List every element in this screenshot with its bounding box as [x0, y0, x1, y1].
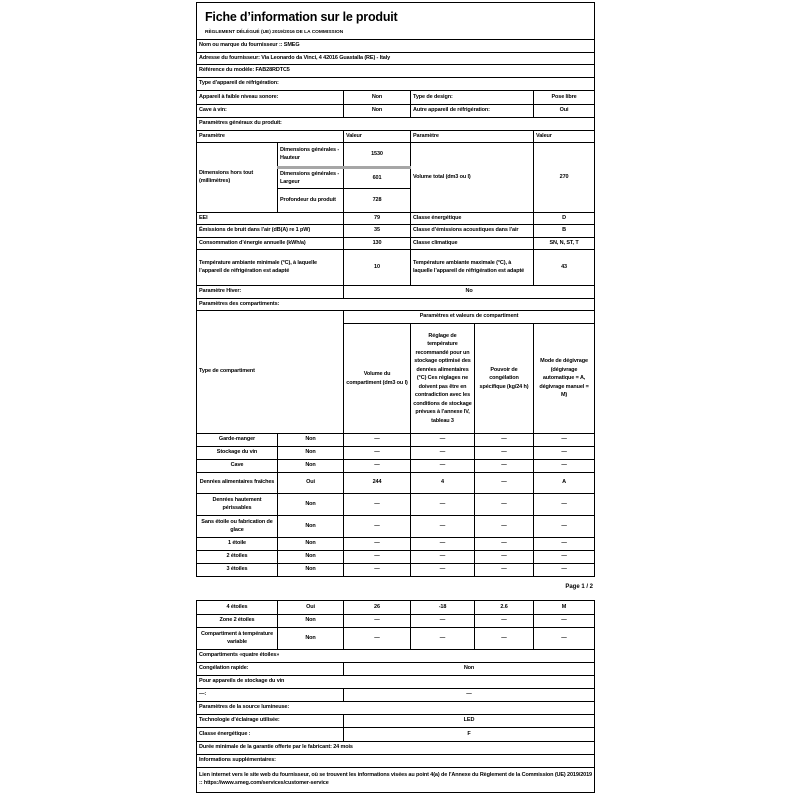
compartment-defrost: —: [534, 516, 595, 538]
compartment-group-header: Paramètres et valeurs de compartiment: [344, 311, 595, 324]
compartment-freeze: —: [475, 538, 534, 551]
param-label: Appareil à faible niveau sonore:: [197, 91, 344, 105]
table-row: [197, 434, 595, 447]
compartment-col-header: Mode de dégivrage (dégivrage automatique = A, dégivrage manuel = M): [534, 324, 595, 434]
compartment-name: 3 étoiles: [197, 564, 278, 577]
compartment-volume: —: [344, 564, 411, 577]
light-tech-label: Technologie d’éclairage utilisée:: [197, 715, 344, 728]
compartment-volume: —: [344, 494, 411, 516]
supplier-address-value: Via Leonardo da Vinci, 4 42016 Guastalla (RE) - Italy: [261, 54, 391, 61]
table-row: [197, 551, 595, 564]
table-row: [197, 473, 595, 494]
light-tech-value: LED: [344, 715, 595, 728]
param-value: Pose libre: [534, 91, 595, 105]
compartment-volume: —: [344, 434, 411, 447]
volume-total-value: 270: [534, 143, 595, 213]
compartment-present: Non: [278, 615, 344, 628]
compartment-name: Garde-manger: [197, 434, 278, 447]
model-reference-value: FAB28RDTC5: [255, 67, 290, 74]
param-label: Température ambiante maximale (°C), à laquelle l’appareil de réfrigération est adapté: [411, 250, 534, 286]
compartment-present: Oui: [278, 473, 344, 494]
wine-param-value: —: [344, 689, 595, 702]
compartment-name: Stockage du vin: [197, 447, 278, 460]
winter-param-value: No: [344, 286, 595, 299]
param-value: D: [534, 213, 595, 225]
supplier-name-row: [197, 40, 595, 53]
model-reference-label: Référence du modèle:: [199, 67, 255, 74]
compartment-freeze: —: [475, 564, 534, 577]
compartment-freeze: —: [475, 447, 534, 460]
compartment-freeze: —: [475, 628, 534, 650]
compartment-temp: —: [411, 516, 475, 538]
compartment-temp: —: [411, 447, 475, 460]
compartment-volume: —: [344, 460, 411, 473]
dimension-sub-label: Dimensions générales - Hauteur: [278, 143, 344, 168]
param-value: SN, N, ST, T: [534, 238, 595, 250]
compartment-freeze: 2.6: [475, 601, 534, 615]
param-label: Émissions de bruit dans l’air (dB(A) re 1 pW): [197, 225, 344, 238]
compartment-name: Denrées hautement périssables: [197, 494, 278, 516]
supplier-link-label: Lien internet vers le site web du fournisseur, où se trouvent les informations visées au point 4(a) de l’Annexe du Règlement de la Commission (UE) 2019/2019 ::: [199, 772, 592, 787]
param-label: EEI: [197, 213, 344, 225]
compartment-defrost: —: [534, 538, 595, 551]
section-wine-storage: Pour appareils de stockage du vin: [197, 676, 595, 689]
compartment-present: Non: [278, 434, 344, 447]
compartment-freeze: —: [475, 494, 534, 516]
param-value: 130: [344, 238, 411, 250]
compartment-present: Non: [278, 447, 344, 460]
compartment-col-header: Réglage de température recommandé pour un stockage optimisé des denrées alimentaires (°C) Ces réglages ne doivent pas être en contradiction avec les conditions de stockage prévues à l’annexe IV, tableau 3: [411, 324, 475, 434]
compartment-temp: —: [411, 460, 475, 473]
compartment-present: Oui: [278, 601, 344, 615]
compartment-name: Sans étoile ou fabrication de glace: [197, 516, 278, 538]
column-header: Paramètre: [197, 131, 344, 143]
product-sheet-table-page2: [196, 600, 595, 793]
dimensions-label: Dimensions hors tout (millimètres): [197, 143, 278, 213]
param-label: Classe climatique: [411, 238, 534, 250]
compartment-name: Denrées alimentaires fraîches: [197, 473, 278, 494]
section-four-star: Compartiments «quatre étoiles»: [197, 650, 595, 663]
winter-param-label: Paramètre Hiver:: [197, 286, 344, 299]
compartment-temp: 4: [411, 473, 475, 494]
regulation-subtitle: RÈGLEMENT DÉLÉGUÉ (UE) 2019/2016 DE LA COMMISSION: [205, 30, 344, 36]
compartment-present: Non: [278, 516, 344, 538]
param-value: 43: [534, 250, 595, 286]
param-label: Type de design:: [411, 91, 534, 105]
param-label: Autre appareil de réfrigération:: [411, 105, 534, 118]
compartment-volume: —: [344, 628, 411, 650]
compartment-temp: —: [411, 538, 475, 551]
column-header: Valeur: [534, 131, 595, 143]
compartment-defrost: —: [534, 564, 595, 577]
compartment-name: 1 étoile: [197, 538, 278, 551]
quick-freeze-value: Non: [344, 663, 595, 676]
supplier-link-row: [197, 768, 595, 793]
compartment-col-header: Volume du compartiment (dm3 ou l): [344, 324, 411, 434]
page-title: Fiche d’information sur le produit: [205, 10, 398, 24]
param-value: 35: [344, 225, 411, 238]
section-type: Type d’appareil de réfrigération:: [197, 78, 595, 91]
table-row: [197, 460, 595, 473]
compartment-defrost: —: [534, 447, 595, 460]
compartment-volume: —: [344, 516, 411, 538]
light-energy-class-value: F: [344, 728, 595, 742]
compartment-freeze: —: [475, 460, 534, 473]
supplier-link-url: https://www.smeg.com/services/customer-service: [203, 780, 329, 787]
column-header: Valeur: [344, 131, 411, 143]
compartment-present: Non: [278, 494, 344, 516]
compartment-defrost: —: [534, 434, 595, 447]
dimension-value: 1530: [344, 143, 411, 168]
table-row: [197, 516, 595, 538]
param-label: Classe d’émissions acoustiques dans l’air: [411, 225, 534, 238]
compartment-col-header: Pouvoir de congélation spécifique (kg/24 h): [475, 324, 534, 434]
compartment-temp: —: [411, 615, 475, 628]
compartment-name: 2 étoiles: [197, 551, 278, 564]
volume-total-label: Volume total (dm3 ou l): [411, 143, 534, 213]
compartment-defrost: —: [534, 615, 595, 628]
compartment-volume: —: [344, 447, 411, 460]
page-number-label: Page 1 / 2: [565, 584, 593, 591]
compartment-defrost: —: [534, 628, 595, 650]
table-row: [197, 628, 595, 650]
compartment-freeze: —: [475, 473, 534, 494]
dimension-value: 728: [344, 189, 411, 213]
compartment-name: Compartiment à température variable: [197, 628, 278, 650]
dimension-sub-label: Dimensions générales - Largeur: [278, 168, 344, 189]
compartment-temp: —: [411, 494, 475, 516]
param-value: 79: [344, 213, 411, 225]
compartment-name: 4 étoiles: [197, 601, 278, 615]
title-block: [197, 3, 595, 40]
compartment-defrost: —: [534, 460, 595, 473]
compartment-present: Non: [278, 460, 344, 473]
compartment-temp: —: [411, 628, 475, 650]
table-row: [197, 601, 595, 615]
supplier-address-label: Adresse du fournisseur:: [199, 54, 260, 61]
compartment-name: Zone 2 étoiles: [197, 615, 278, 628]
table-row: [197, 494, 595, 516]
compartment-volume: —: [344, 615, 411, 628]
compartment-freeze: —: [475, 516, 534, 538]
compartment-volume: —: [344, 551, 411, 564]
supplier-name-value: SMEG: [283, 42, 300, 49]
param-label: Classe énergétique: [411, 213, 534, 225]
compartment-volume: 26: [344, 601, 411, 615]
compartment-temp: —: [411, 564, 475, 577]
warranty-value: 24 mois: [333, 744, 353, 751]
dimension-sub-label: Profondeur du produit: [278, 189, 344, 213]
param-value: 10: [344, 250, 411, 286]
param-value: Non: [344, 105, 411, 118]
param-value: Non: [344, 91, 411, 105]
compartment-defrost: M: [534, 601, 595, 615]
compartment-volume: 244: [344, 473, 411, 494]
compartment-freeze: —: [475, 551, 534, 564]
section-compartments: Paramètres des compartiments:: [197, 299, 595, 311]
quick-freeze-label: Congélation rapide:: [197, 663, 344, 676]
compartment-temp: -18: [411, 601, 475, 615]
compartment-type-header: Type de compartiment: [197, 311, 344, 434]
table-row: [197, 564, 595, 577]
table-row: [197, 447, 595, 460]
product-information-sheet: [196, 2, 594, 793]
wine-param-label: —:: [197, 689, 344, 702]
dimension-value: 601: [344, 168, 411, 189]
compartment-freeze: —: [475, 615, 534, 628]
compartment-defrost: A: [534, 473, 595, 494]
section-light-source: Paramètres de la source lumineuse:: [197, 702, 595, 715]
warranty-row: [197, 742, 595, 755]
compartment-temp: —: [411, 551, 475, 564]
column-header: Paramètre: [411, 131, 534, 143]
section-general: Paramètres généraux du produit:: [197, 118, 595, 131]
param-value: Oui: [534, 105, 595, 118]
param-label: Température ambiante minimale (°C), à laquelle l’appareil de réfrigération est adapté: [197, 250, 344, 286]
compartment-present: Non: [278, 538, 344, 551]
compartment-freeze: —: [475, 434, 534, 447]
compartment-defrost: —: [534, 551, 595, 564]
compartment-name: Cave: [197, 460, 278, 473]
compartment-present: Non: [278, 551, 344, 564]
product-sheet-table-page1: [196, 2, 595, 577]
param-value: B: [534, 225, 595, 238]
param-label: Consommation d’énergie annuelle (kWh/a): [197, 238, 344, 250]
compartment-present: Non: [278, 564, 344, 577]
table-row: [197, 615, 595, 628]
param-label: Cave à vin:: [197, 105, 344, 118]
table-row: [197, 538, 595, 551]
supplier-name-label: Nom ou marque du fournisseur ::: [199, 42, 283, 49]
model-reference-row: [197, 65, 595, 78]
section-additional-info: Informations supplémentaires:: [197, 755, 595, 768]
compartment-defrost: —: [534, 494, 595, 516]
compartment-volume: —: [344, 538, 411, 551]
supplier-address-row: [197, 53, 595, 65]
light-energy-class-label: Classe énergétique :: [197, 728, 344, 742]
warranty-label: Durée minimale de la garantie offerte par le fabricant:: [199, 744, 332, 751]
compartment-present: Non: [278, 628, 344, 650]
compartment-temp: —: [411, 434, 475, 447]
